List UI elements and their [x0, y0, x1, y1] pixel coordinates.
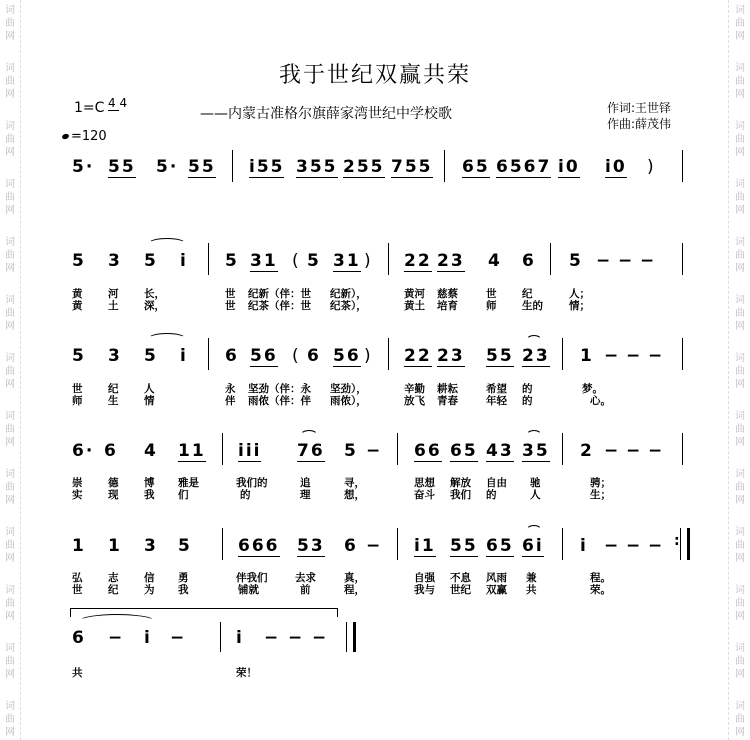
lyric: 年轻: [486, 395, 507, 407]
lyric: 铺就: [238, 584, 259, 596]
note: i: [180, 346, 188, 366]
dash: −: [604, 441, 621, 461]
watermark-text: 词 曲 网: [5, 237, 15, 274]
lyric: 荣！: [236, 667, 257, 679]
note: 755: [391, 157, 433, 177]
bar-line: [550, 243, 551, 275]
watermark-text: 词 曲 网: [5, 295, 15, 332]
lyric: 思想: [414, 477, 435, 489]
bar-line: [682, 433, 683, 465]
note: 23: [437, 251, 465, 271]
lyric: 德: [108, 477, 119, 489]
watermark-text: 词 曲 网: [735, 121, 745, 158]
paren: ): [364, 346, 373, 366]
quarter-note-icon: [61, 133, 69, 140]
lyric: 坚劲（伴：永: [248, 383, 311, 395]
note: 55: [486, 346, 514, 366]
watermark-text: 词 曲 网: [735, 643, 745, 680]
note: 5·: [156, 157, 179, 177]
dash: −: [288, 628, 305, 648]
watermark-text: 词 曲 网: [735, 701, 745, 738]
lyric: 去求: [295, 572, 316, 584]
note: 31: [333, 251, 361, 271]
dash: −: [596, 251, 613, 271]
dash: −: [648, 441, 665, 461]
dash: −: [366, 536, 383, 556]
note: 5: [569, 251, 583, 271]
lyric: 们: [178, 489, 189, 501]
lyric: 放飞: [404, 395, 425, 407]
slur: [526, 430, 542, 441]
lyric: 纪: [108, 584, 119, 596]
note: 1: [108, 536, 122, 556]
slur: [526, 525, 542, 536]
lyric: 纪: [108, 383, 119, 395]
note: 65: [486, 536, 514, 556]
watermark-right: [732, 0, 748, 740]
watermark-text: 词 曲 网: [5, 585, 15, 622]
repeat-bar: [680, 528, 690, 560]
watermark-left-line: [20, 0, 21, 740]
lyric: 博: [144, 477, 155, 489]
note: i0: [605, 157, 627, 177]
dash: −: [640, 251, 657, 271]
note: 55: [108, 157, 136, 177]
note: i: [580, 536, 588, 556]
dash: −: [604, 536, 621, 556]
lyric: 培育: [437, 300, 458, 312]
repeat-dots: :: [674, 533, 680, 549]
note: 3: [144, 536, 158, 556]
lyric: 世: [225, 300, 236, 312]
note: 53: [297, 536, 325, 556]
bar-line: [562, 338, 563, 370]
lyric: 自强: [414, 572, 435, 584]
bar-line: [208, 338, 209, 370]
lyric: 的: [240, 489, 251, 501]
bar-line: [222, 433, 223, 465]
note: 35: [522, 441, 550, 461]
note: 5: [225, 251, 239, 271]
watermark-text: 词 曲 网: [5, 353, 15, 390]
lyric: 黄: [72, 288, 83, 300]
note: 2: [580, 441, 594, 461]
note: 255: [343, 157, 385, 177]
note: 3: [108, 346, 122, 366]
lyric: 长，: [144, 288, 165, 300]
final-bar: [346, 622, 356, 652]
dash: −: [170, 628, 187, 648]
note: 6: [72, 628, 86, 648]
note: 56: [333, 346, 361, 366]
note: 6·: [72, 441, 95, 461]
note: 6: [522, 251, 536, 271]
lyric: 自由: [486, 477, 507, 489]
bar-line: [232, 150, 233, 182]
lyric: 慈蔡: [437, 288, 458, 300]
lyric: 世: [72, 383, 83, 395]
watermark-text: 词 曲 网: [735, 469, 745, 506]
note: 6567: [496, 157, 552, 177]
watermark-text: 词 曲 网: [5, 121, 15, 158]
bar-line: [682, 150, 683, 182]
note: iii: [238, 441, 262, 461]
watermark-text: 词 曲 网: [5, 5, 15, 42]
lyric: 土: [108, 300, 119, 312]
lyric: 我与: [414, 584, 435, 596]
paren: (: [292, 346, 301, 366]
note: 76: [297, 441, 325, 461]
lyric: 纪新），: [330, 288, 367, 300]
note: 22: [404, 251, 432, 271]
tempo-value: =120: [71, 129, 107, 144]
watermark-text: 词 曲 网: [735, 527, 745, 564]
dash: −: [626, 536, 643, 556]
lyric: 荣。: [590, 584, 611, 596]
lyric: 深，: [144, 300, 165, 312]
lyric: 情；: [569, 300, 590, 312]
lyric: 耕耘: [437, 383, 458, 395]
paren: ): [647, 157, 656, 177]
note: 4: [144, 441, 158, 461]
bar-line: [562, 528, 563, 560]
paren: ): [364, 251, 373, 271]
lyric: 前: [300, 584, 311, 596]
lyric: 生: [108, 395, 119, 407]
note: 31: [250, 251, 278, 271]
lyric: 信: [144, 572, 155, 584]
lyric: 勇: [178, 572, 189, 584]
lyric: 想，: [344, 489, 365, 501]
dash: −: [264, 628, 281, 648]
lyric: 伴: [225, 395, 236, 407]
time-bottom: 4: [119, 96, 128, 110]
lyric: 为: [144, 584, 155, 596]
dash: −: [604, 346, 621, 366]
note: 355: [296, 157, 338, 177]
lyric: 程。: [590, 572, 611, 584]
watermark-text: 词 曲 网: [5, 179, 15, 216]
lyric: 弘: [72, 572, 83, 584]
lyric: 的: [522, 383, 533, 395]
paren: (: [292, 251, 301, 271]
watermark-text: 词 曲 网: [5, 63, 15, 100]
composer: 作曲:薛茂伟: [607, 117, 672, 131]
lyric: 驰: [530, 477, 541, 489]
watermark-text: 词 曲 网: [735, 5, 745, 42]
song-subtitle: ——内蒙古准格尔旗薛家湾世纪中学校歌: [200, 106, 452, 122]
dash: −: [648, 536, 665, 556]
lyricist: 作词:王世铎: [607, 101, 672, 115]
lyric: 的: [522, 395, 533, 407]
lyric: 河: [108, 288, 119, 300]
watermark-text: 词 曲 网: [735, 411, 745, 448]
note: 56: [250, 346, 278, 366]
watermark-text: 词 曲 网: [735, 237, 745, 274]
note: 23: [437, 346, 465, 366]
note: 3: [108, 251, 122, 271]
dash: −: [618, 251, 635, 271]
watermark-text: 词 曲 网: [735, 179, 745, 216]
lyric: 实: [72, 489, 83, 501]
dash: −: [366, 441, 383, 461]
lyric: 生；: [590, 489, 611, 501]
lyric: 黄河: [404, 288, 425, 300]
lyric: 崇: [72, 477, 83, 489]
key-signature: 1=C: [74, 100, 105, 116]
time-signature: [108, 96, 127, 110]
lyric: 寻，: [344, 477, 365, 489]
bar-line: [397, 528, 398, 560]
watermark-text: 词 曲 网: [735, 353, 745, 390]
note: 5: [72, 346, 86, 366]
lyric: 坚劲），: [330, 383, 367, 395]
note: 43: [486, 441, 514, 461]
lyric: 我: [178, 584, 189, 596]
note: 55: [450, 536, 478, 556]
lyric: 共: [72, 667, 83, 679]
dash: −: [626, 441, 643, 461]
lyric: 骋；: [590, 477, 611, 489]
slur: [300, 430, 318, 441]
note: 65: [450, 441, 478, 461]
note: 5: [72, 251, 86, 271]
watermark-text: 词 曲 网: [5, 527, 15, 564]
note: 23: [522, 346, 550, 366]
slur: [78, 614, 156, 629]
watermark-text: 词 曲 网: [5, 701, 15, 738]
song-title: 我于世纪双赢共荣: [278, 63, 471, 88]
note: 5: [307, 251, 321, 271]
watermark-text: 词 曲 网: [5, 643, 15, 680]
lyric: 兼: [526, 572, 537, 584]
note: i55: [249, 157, 285, 177]
watermark-text: 词 曲 网: [5, 469, 15, 506]
note: 5: [344, 441, 358, 461]
slur: [148, 333, 186, 344]
lyric: 程，: [344, 584, 365, 596]
note: i1: [414, 536, 436, 556]
lyric: 雨侬），: [330, 395, 367, 407]
note: 6: [225, 346, 239, 366]
lyric: 解放: [450, 477, 471, 489]
lyric: 世: [486, 288, 497, 300]
lyric: 我们: [450, 489, 471, 501]
watermark-text: 词 曲 网: [735, 295, 745, 332]
lyric: 梦。: [582, 383, 603, 395]
lyric: 现: [108, 489, 119, 501]
lyric: 黄土: [404, 300, 425, 312]
bar-line: [444, 150, 445, 182]
note: 5: [144, 251, 158, 271]
lyric: 师: [486, 300, 497, 312]
lyric: 我们的: [236, 477, 268, 489]
note: 6: [307, 346, 321, 366]
lyric: 共: [526, 584, 537, 596]
slur: [526, 335, 542, 346]
lyric: 纪: [522, 288, 533, 300]
bar-line: [397, 433, 398, 465]
lyric: 的: [486, 489, 497, 501]
lyric: 青春: [437, 395, 458, 407]
note: 4: [488, 251, 502, 271]
slur: [148, 238, 186, 249]
note: 1: [580, 346, 594, 366]
lyric: 师: [72, 395, 83, 407]
note: 666: [238, 536, 280, 556]
lyric: 黄: [72, 300, 83, 312]
lyric: 伴我们: [236, 572, 268, 584]
note: i: [180, 251, 188, 271]
note: 6: [344, 536, 358, 556]
watermark-text: 词 曲 网: [735, 585, 745, 622]
lyric: 真，: [344, 572, 365, 584]
time-top: 4: [108, 96, 116, 110]
bar-line: [388, 338, 389, 370]
bar-line: [682, 338, 683, 370]
note: 11: [178, 441, 206, 461]
note: 65: [462, 157, 490, 177]
note: 6i: [522, 536, 544, 556]
note: 6: [104, 441, 118, 461]
credits: [607, 100, 671, 132]
lyric: 奋斗: [414, 489, 435, 501]
lyric: 追: [300, 477, 311, 489]
lyric: 不息: [450, 572, 471, 584]
note: 55: [188, 157, 216, 177]
watermark-text: 词 曲 网: [735, 63, 745, 100]
lyric: 纪新（伴：世: [248, 288, 311, 300]
dash: −: [626, 346, 643, 366]
dash: −: [312, 628, 329, 648]
note: i0: [558, 157, 580, 177]
lyric: 世纪: [450, 584, 471, 596]
note: 5·: [72, 157, 95, 177]
note: 22: [404, 346, 432, 366]
watermark-left: [2, 0, 18, 740]
dash: −: [648, 346, 665, 366]
lyric: 双赢: [486, 584, 507, 596]
note: 1: [72, 536, 86, 556]
lyric: 纪茶），: [330, 300, 367, 312]
bar-line: [222, 528, 223, 560]
lyric: 雨侬（伴：伴: [248, 395, 311, 407]
dash: −: [108, 628, 125, 648]
lyric: 世: [225, 288, 236, 300]
lyric: 理: [300, 489, 311, 501]
lyric: 人: [144, 383, 155, 395]
note: 5: [144, 346, 158, 366]
lyric: 永: [225, 383, 236, 395]
lyric: 志: [108, 572, 119, 584]
bar-line: [220, 622, 221, 652]
lyric: 雅是: [178, 477, 199, 489]
bar-line: [388, 243, 389, 275]
note: 5: [178, 536, 192, 556]
lyric: 希望: [486, 383, 507, 395]
bar-line: [208, 243, 209, 275]
lyric: 我: [144, 489, 155, 501]
lyric: 世: [72, 584, 83, 596]
lyric: 心。: [590, 395, 611, 407]
watermark-text: 词 曲 网: [5, 411, 15, 448]
lyric: 生的: [522, 300, 543, 312]
tempo-marking: [62, 129, 107, 144]
note: i: [236, 628, 244, 648]
lyric: 人: [530, 489, 541, 501]
lyric: 辛勤: [404, 383, 425, 395]
note: 66: [414, 441, 442, 461]
lyric: 人；: [569, 288, 590, 300]
bar-line: [682, 243, 683, 275]
lyric: 风雨: [486, 572, 507, 584]
lyric: 纪茶（伴：世: [248, 300, 311, 312]
note: i: [144, 628, 152, 648]
watermark-right-line: [728, 0, 729, 740]
bar-line: [562, 433, 563, 465]
lyric: 情: [144, 395, 155, 407]
